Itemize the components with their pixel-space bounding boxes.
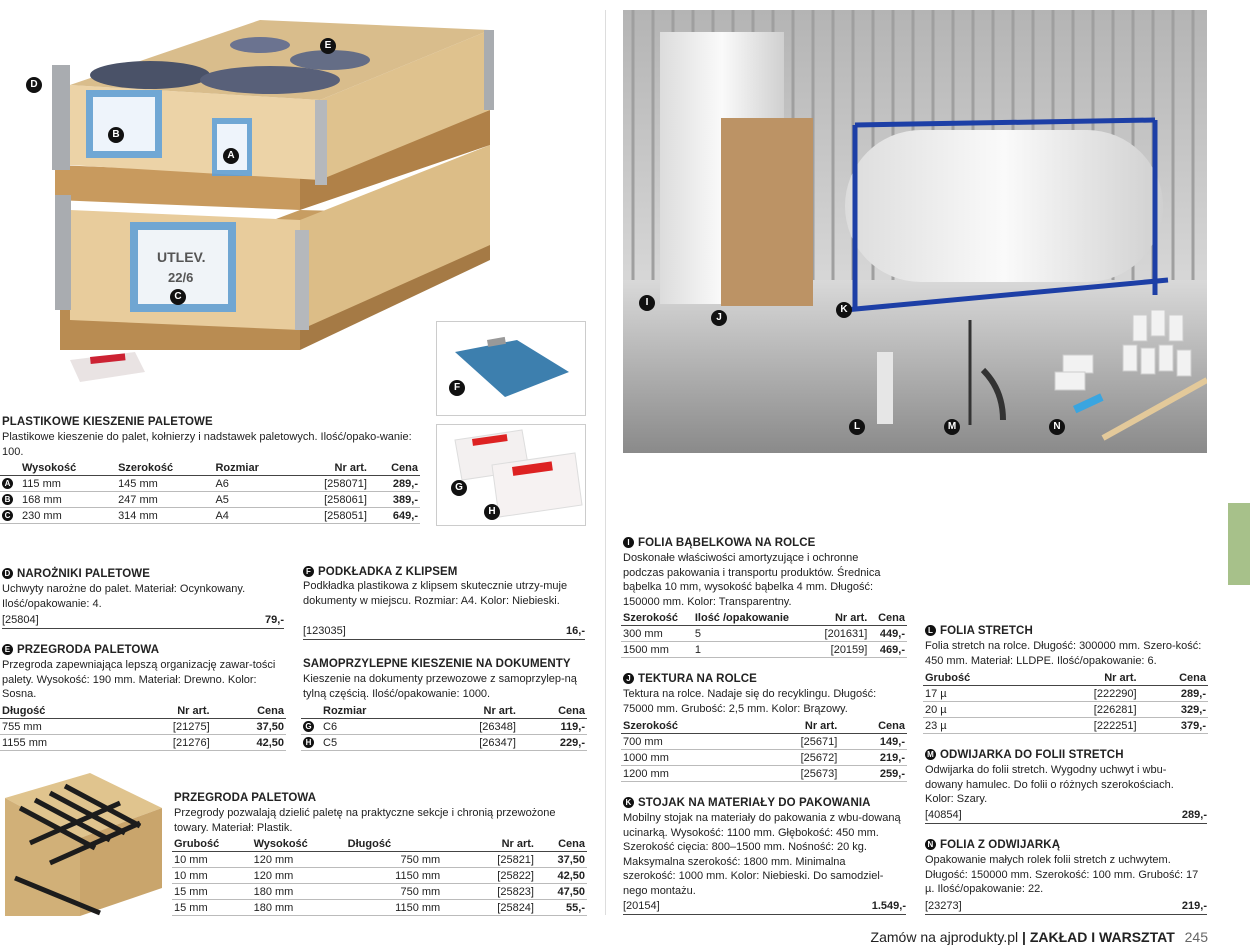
- cell: 10 mm: [172, 852, 252, 868]
- dispenser-desc: Odwijarka do folii stretch. Wygodny uchwyt i wbu-dowany hamulec. Do folii o różnych szerokościach. Kolor: Szary.: [925, 764, 1174, 805]
- divider-plastic-desc: Przegrody pozwalają dzielić paletę na praktyczne sekcje i chronią przewożone towary. Materiał: Plastik.: [174, 807, 556, 834]
- section-marker: I: [623, 537, 634, 548]
- table-row: [172, 884, 587, 900]
- cell: 15 mm: [172, 900, 252, 916]
- cell: 1200 mm: [621, 766, 750, 782]
- cell: 755 mm: [0, 719, 116, 735]
- col-header: Ilość /opakowanie: [693, 611, 812, 626]
- row-marker: H: [303, 737, 314, 748]
- divider-wood-title: [2, 644, 159, 656]
- row-marker: C: [2, 510, 13, 521]
- cell: [25822]: [470, 868, 536, 884]
- pallet-label-text: UTLEV.: [157, 249, 206, 265]
- cell: [25671]: [750, 734, 839, 750]
- marker-e: E: [320, 38, 336, 54]
- price: 469,-: [869, 642, 907, 658]
- cell: [201631]: [812, 626, 869, 642]
- col-header: Nr art.: [470, 837, 536, 852]
- cell: 1000 mm: [621, 750, 750, 766]
- cardboard-table: [621, 719, 907, 782]
- col-header: Rozmiar: [321, 704, 427, 719]
- col-header: Nr art.: [812, 611, 869, 626]
- corners-row: [2, 614, 284, 629]
- price: 149,-: [839, 734, 907, 750]
- table-row: [0, 476, 420, 492]
- cell: [258061]: [292, 492, 369, 508]
- cell: A6: [213, 476, 291, 492]
- table-row: [301, 735, 587, 751]
- price: 289,-: [369, 476, 420, 492]
- price: 289,-: [1181, 809, 1207, 821]
- page-number: 245: [1184, 929, 1208, 945]
- cell: [26348]: [427, 719, 518, 735]
- table-row: [621, 734, 907, 750]
- cell: [25821]: [470, 852, 536, 868]
- col-header: Cena: [536, 837, 587, 852]
- cell: 700 mm: [621, 734, 750, 750]
- price: 79,-: [265, 614, 284, 626]
- art-number: [40854]: [925, 809, 962, 821]
- cell: C6: [321, 719, 427, 735]
- cell: [25672]: [750, 750, 839, 766]
- table-row: [0, 735, 286, 751]
- pallet-label-text-2: 22/6: [168, 270, 194, 285]
- col-header: Szerokość: [116, 461, 213, 476]
- cell: 120 mm: [252, 868, 346, 884]
- doc-pockets-desc: Kieszenie na dokumenty przewozowe z samoprzylep-ną tylną częścią. Ilość/opakowanie: 1000.: [303, 673, 577, 700]
- cell: [21275]: [116, 719, 212, 735]
- price: 219,-: [1181, 900, 1207, 912]
- pockets-title: PLASTIKOWE KIESZENIE PALETOWE: [2, 416, 213, 428]
- table-row: [172, 868, 587, 884]
- cell: 168 mm: [20, 492, 116, 508]
- cell: 1150 mm: [346, 868, 471, 884]
- section-marker: D: [2, 568, 13, 579]
- col-header: Grubość: [172, 837, 252, 852]
- table-row: [923, 718, 1208, 734]
- bubble-desc: Doskonałe właściwości amortyzujące i ochronne podczas pakowania i transportu produktów. Średnica bąbelka 10 mm, wysokość bąbelka 4 mm. Długość: 150000 mm. Kolor: Transparentny.: [623, 552, 881, 608]
- marker-a: A: [223, 148, 239, 164]
- pallet-photo: [0, 0, 500, 395]
- table-row: [0, 508, 420, 524]
- table-row: [621, 626, 907, 642]
- cell: 1: [693, 642, 812, 658]
- cell: 10 mm: [172, 868, 252, 884]
- section-marker: F: [303, 566, 314, 577]
- price: 289,-: [1139, 686, 1208, 702]
- packaging-photo: [623, 10, 1207, 453]
- marker-k: K: [836, 302, 852, 318]
- clipboard-desc: Podkładka plastikowa z klipsem skutecznie utrzy-muje dokumenty w miejscu. Rozmiar: A4. Kolor: Niebieski.: [303, 580, 568, 607]
- col-header: Długość: [0, 704, 116, 719]
- col-header: Nr art.: [750, 719, 839, 734]
- price: 42,50: [536, 868, 587, 884]
- stand-title-text: STOJAK NA MATERIAŁY DO PAKOWANIA: [638, 797, 871, 809]
- footer: [871, 929, 1208, 945]
- section-marker: K: [623, 797, 634, 808]
- marker-f: F: [449, 380, 465, 396]
- marker-b: B: [108, 127, 124, 143]
- price: 219,-: [839, 750, 907, 766]
- table-row: [621, 766, 907, 782]
- price: 119,-: [518, 719, 587, 735]
- bubble-table: [621, 611, 907, 658]
- table-row: [172, 852, 587, 868]
- price: 389,-: [369, 492, 420, 508]
- cell: 750 mm: [346, 852, 471, 868]
- price: 649,-: [369, 508, 420, 524]
- footer-site-link[interactable]: Zamów na ajprodukty.pl: [870, 929, 1019, 945]
- stretch-title: [925, 625, 1033, 637]
- section-marker: M: [925, 749, 936, 760]
- plastic-divider-photo: [0, 768, 165, 916]
- col-header: Szerokość: [621, 611, 693, 626]
- cardboard-title: [623, 673, 757, 685]
- clipboard-photo: [436, 321, 586, 416]
- cell: 145 mm: [116, 476, 213, 492]
- marker-l: L: [849, 419, 865, 435]
- col-header: Wysokość: [20, 461, 116, 476]
- price: 329,-: [1139, 702, 1208, 718]
- cardboard-desc: Tektura na rolce. Nadaje się do recyklingu. Długość: 75000 mm. Grubość: 2,5 mm. Kolor: Brązowy.: [623, 688, 877, 715]
- clipboard-row: [303, 625, 585, 640]
- table-row: [923, 702, 1208, 718]
- table-row: [301, 719, 587, 735]
- cell: 247 mm: [116, 492, 213, 508]
- cardboard-title-text: TEKTURA NA ROLCE: [638, 673, 757, 685]
- marker-j: J: [711, 310, 727, 326]
- marker-g: G: [451, 480, 467, 496]
- section-marker: N: [925, 839, 936, 850]
- clipboard-title: [303, 566, 457, 578]
- row-marker: G: [303, 721, 314, 732]
- col-header: Cena: [212, 704, 286, 719]
- table-row: [0, 492, 420, 508]
- cell: [25673]: [750, 766, 839, 782]
- stand-title: [623, 797, 871, 809]
- divider-wood-table: [0, 704, 286, 751]
- pockets-desc: Plastikowe kieszenie do palet, kołnierzy i nadstawek paletowych. Ilość/opako-wanie: 100.: [2, 431, 412, 458]
- price: 37,50: [212, 719, 286, 735]
- cell: C5: [321, 735, 427, 751]
- marker-i: I: [639, 295, 655, 311]
- bubble-title: [623, 537, 815, 549]
- price: 449,-: [869, 626, 907, 642]
- col-header: Nr art.: [1034, 671, 1139, 686]
- section-marker: J: [623, 673, 634, 684]
- pockets-table: [0, 461, 420, 524]
- cell: 115 mm: [20, 476, 116, 492]
- col-header: Długość: [346, 837, 471, 852]
- price: 42,50: [212, 735, 286, 751]
- stand-row: [623, 900, 906, 915]
- cell: 5: [693, 626, 812, 642]
- corners-title-text: NAROŻNIKI PALETOWE: [17, 568, 150, 580]
- cell: [226281]: [1034, 702, 1139, 718]
- corners-desc: Uchwyty narożne do palet. Materiał: Ocynkowany. Ilość/opakowanie: 4.: [2, 583, 246, 610]
- marker-h: H: [484, 504, 500, 520]
- col-header: Cena: [839, 719, 907, 734]
- dispenser-title-text: ODWIJARKA DO FOLII STRETCH: [940, 749, 1124, 761]
- row-marker: A: [2, 478, 13, 489]
- bubble-title-text: FOLIA BĄBELKOWA NA ROLCE: [638, 537, 816, 549]
- stretch-dispenser-row: [925, 900, 1207, 915]
- cell: [222290]: [1034, 686, 1139, 702]
- cell: [25823]: [470, 884, 536, 900]
- cell: A5: [213, 492, 291, 508]
- price: 16,-: [566, 625, 585, 637]
- cell: [26347]: [427, 735, 518, 751]
- price: 259,-: [839, 766, 907, 782]
- marker-m: M: [944, 419, 960, 435]
- cell: 23 µ: [923, 718, 1034, 734]
- cell: [20159]: [812, 642, 869, 658]
- cell: 180 mm: [252, 900, 346, 916]
- cell: 750 mm: [346, 884, 471, 900]
- table-row: [621, 642, 907, 658]
- stretch-dispenser-title: [925, 839, 1060, 851]
- clipboard-title-text: PODKŁADKA Z KLIPSEM: [318, 566, 458, 578]
- cell: [258051]: [292, 508, 369, 524]
- stretch-table: [923, 671, 1208, 734]
- cell: [25824]: [470, 900, 536, 916]
- marker-n: N: [1049, 419, 1065, 435]
- price: 37,50: [536, 852, 587, 868]
- cell: 120 mm: [252, 852, 346, 868]
- doc-pockets-table: [301, 704, 587, 751]
- cell: 1150 mm: [346, 900, 471, 916]
- stretch-dispenser-title-text: FOLIA Z ODWIJARKĄ: [940, 839, 1061, 851]
- col-header: Grubość: [923, 671, 1034, 686]
- table-row: [923, 686, 1208, 702]
- cell: 20 µ: [923, 702, 1034, 718]
- section-marker: L: [925, 625, 936, 636]
- cell: A4: [213, 508, 291, 524]
- stand-desc: Mobilny stojak na materiały do pakowania z wbu-dowaną ucinarką. Wysokość: 1100 mm. Głębokość: 450 mm. Szerokość cięcia: 800–1500 mm. Nośność: 20 kg. Maksymalna szerokość: 1800 mm. Minimalna szerokość: 1000 mm. Kolor: Niebieski. Do samodziel-nego montażu.: [623, 812, 901, 897]
- cell: 180 mm: [252, 884, 346, 900]
- divider-wood-desc: Przegroda zapewniająca lepszą organizację zawar-tości palety. Wysokość: 190 mm. Materiał: Drewno. Kolor: Sosna.: [2, 659, 276, 700]
- stretch-title-text: FOLIA STRETCH: [940, 625, 1033, 637]
- section-marker: E: [2, 644, 13, 655]
- price: 1.549,-: [871, 900, 906, 912]
- section-tab: [1228, 503, 1250, 585]
- cell: 17 µ: [923, 686, 1034, 702]
- doc-pockets-photo: [436, 424, 586, 526]
- col-header: Nr art.: [427, 704, 518, 719]
- footer-section: ZAKŁAD I WARSZTAT: [1029, 929, 1175, 945]
- cell: 1500 mm: [621, 642, 693, 658]
- col-header: Cena: [1139, 671, 1208, 686]
- marker-c: C: [170, 289, 186, 305]
- cell: 15 mm: [172, 884, 252, 900]
- row-marker: B: [2, 494, 13, 505]
- dispenser-row: [925, 809, 1207, 824]
- divider-wood-title-text: PRZEGRODA PALETOWA: [17, 644, 160, 656]
- price: 229,-: [518, 735, 587, 751]
- footer-separator: |: [1022, 929, 1030, 945]
- cell: 314 mm: [116, 508, 213, 524]
- table-row: [0, 719, 286, 735]
- cell: [258071]: [292, 476, 369, 492]
- price: 55,-: [536, 900, 587, 916]
- col-header: Szerokość: [621, 719, 750, 734]
- cell: 230 mm: [20, 508, 116, 524]
- table-row: [621, 750, 907, 766]
- doc-pockets-title: SAMOPRZYLEPNE KIESZENIE NA DOKUMENTY: [303, 658, 571, 670]
- page-gutter: [605, 10, 606, 915]
- col-header: Rozmiar: [213, 461, 291, 476]
- divider-plastic-table: [172, 837, 587, 916]
- col-header: Wysokość: [252, 837, 346, 852]
- col-header: Cena: [518, 704, 587, 719]
- art-number: [123035]: [303, 625, 346, 637]
- art-number: [20154]: [623, 900, 660, 912]
- cell: [21276]: [116, 735, 212, 751]
- price: 379,-: [1139, 718, 1208, 734]
- cell: 300 mm: [621, 626, 693, 642]
- marker-d: D: [26, 77, 42, 93]
- col-header: Nr art.: [292, 461, 369, 476]
- stretch-dispenser-desc: Opakowanie małych rolek folii stretch z uchwytem. Długość: 150000 mm. Szerokość: 100 mm. Grubość: 17 µ. Ilość/opakowanie: 22.: [925, 854, 1199, 895]
- cell: [222251]: [1034, 718, 1139, 734]
- art-number: [23273]: [925, 900, 962, 912]
- divider-plastic-title: PRZEGRODA PALETOWA: [174, 792, 317, 804]
- stretch-desc: Folia stretch na rolce. Długość: 300000 mm. Szero-kość: 450 mm. Materiał: LLDPE. Ilość/opakowanie: 6.: [925, 640, 1202, 667]
- corners-title: [2, 568, 150, 580]
- col-header: Nr art.: [116, 704, 212, 719]
- dispenser-title: [925, 749, 1124, 761]
- price: 47,50: [536, 884, 587, 900]
- table-row: [172, 900, 587, 916]
- col-header: Cena: [369, 461, 420, 476]
- col-header: Cena: [869, 611, 907, 626]
- art-number: [25804]: [2, 614, 39, 626]
- cell: 1155 mm: [0, 735, 116, 751]
